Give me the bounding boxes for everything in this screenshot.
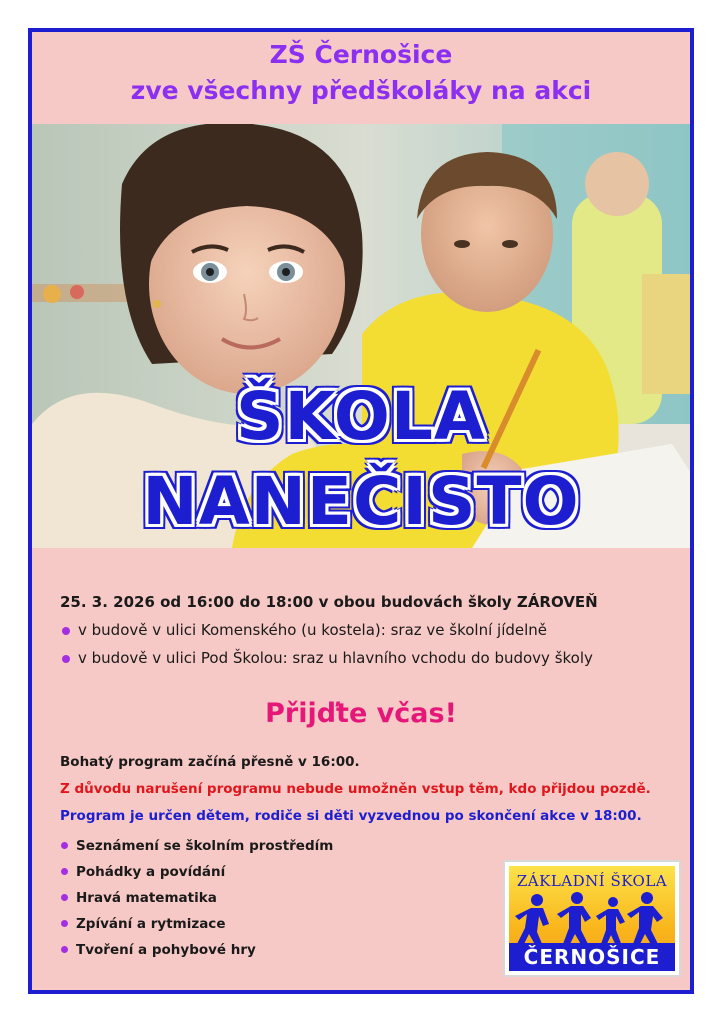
bullet-icon [61,894,68,901]
location-text: v budově v ulici Pod Školou: sraz u hlavního vchodu do budovy školy [78,649,593,667]
location-text: v budově v ulici Komenského (u kostela): sraz ve školní jídelně [78,621,548,639]
list-item-text: Zpívání a rytmizace [76,916,226,932]
event-details [60,593,680,677]
program-list [60,838,333,968]
school-name: ZŠ Černošice [269,40,453,69]
bullet-icon [62,655,70,663]
bullet-icon [61,842,68,849]
bullet-icon [62,627,70,635]
list-item-text: Pohádky a povídání [76,864,226,880]
location-item [60,621,680,639]
logo-bottom-text: ČERNOŠICE [509,943,675,971]
list-item-text: Tvoření a pohybové hry [76,942,256,958]
logo-top-text: ZÁKLADNÍ ŠKOLA [516,872,668,890]
event-title-line1: ŠKOLA [236,378,486,455]
list-item [60,838,333,852]
bullet-icon [61,946,68,953]
event-date-time: 25. 3. 2026 od 16:00 do 18:00 v obou budovách školy ZÁROVEŇ [60,593,598,611]
location-item [60,649,680,667]
list-item-text: Hravá matematika [76,890,217,906]
poster-header [32,32,690,124]
invitation-line: zve všechny předškoláky na akci [130,76,592,105]
bullet-icon [61,920,68,927]
list-item [60,942,333,956]
list-item [60,864,333,878]
bullet-icon [61,868,68,875]
parents-note: Program je určen dětem, rodiče si děti vyzvednou po skončení akce v 18:00. [60,808,642,824]
list-item [60,916,333,930]
program-start: Bohatý program začíná přesně v 16:00. [60,754,360,770]
list-item [60,890,333,904]
program-notes [60,754,690,835]
list-item-text: Seznámení se školním prostředím [76,838,334,854]
school-logo-background [509,866,675,971]
running-children-icon [509,888,675,948]
late-arrival-warning: Z důvodu narušení programu nebude umožněn vstup těm, kdo přijdou pozdě. [60,781,651,797]
poster-frame [28,28,694,994]
call-to-action: Přijďte včas! [265,698,457,729]
school-logo [503,860,681,977]
event-title-line2: NANEČISTO [142,463,580,540]
